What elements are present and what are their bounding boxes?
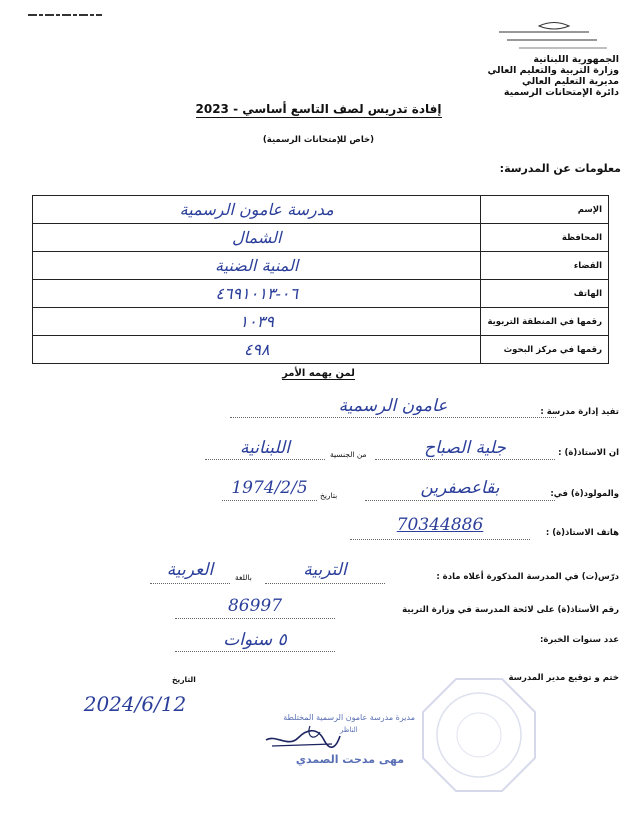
research-number-label: رقمها في مركز البحوث [481, 336, 609, 364]
nationality-line [205, 458, 325, 460]
school-info-table [32, 195, 609, 364]
born-line [365, 499, 555, 501]
teacher-value: جلية الصباح [424, 438, 506, 458]
nationality-value: اللبنانية [240, 438, 290, 458]
language-line [150, 582, 230, 584]
subject-label: درّس(ت) في المدرسة المذكورة أعلاه مادة : [436, 572, 619, 582]
issue-date-label: التاريخ [172, 675, 196, 684]
governorate-value: الشمال [232, 228, 282, 247]
district-label: القضاء [481, 252, 609, 280]
registry-label: رقم الأستاذ(ة) على لائحة المدرسة في وزارة التربية [402, 605, 619, 615]
governorate-label: المحافظة [481, 224, 609, 252]
ministry-header [479, 20, 619, 98]
table-row [33, 308, 609, 336]
subject-value: التربية [303, 560, 347, 580]
experience-line [175, 650, 335, 652]
header-line-4: دائرة الإمتحانات الرسمية [503, 87, 619, 98]
table-row [33, 280, 609, 308]
top-scribble [28, 12, 102, 18]
teacher-label: ان الاستاذ(ة) : [558, 448, 619, 458]
table-row [33, 336, 609, 364]
header-line-1: الجمهورية اللبنانية [533, 54, 619, 65]
district-value: المنية الضنية [215, 256, 299, 275]
nationality-label: من الجنسية [330, 450, 367, 459]
school-admin-value: عامون الرسمية [338, 396, 448, 416]
born-label: والمولود(ة) في: [550, 489, 619, 499]
region-number-label: رقمها في المنطقة التربوية [481, 308, 609, 336]
table-row [33, 196, 609, 224]
born-value: بقاعصفرين [420, 478, 500, 498]
document-title: إفادة تدريس لصف التاسع أساسي - 2023 [195, 102, 442, 116]
school-stamp [420, 676, 538, 794]
phone-label: الهاتف [481, 280, 609, 308]
experience-label: عدد سنوات الخبرة: [539, 635, 619, 645]
header-line-2: وزارة التربية والتعليم العالي [487, 65, 619, 76]
registry-value: 86997 [227, 596, 283, 616]
phone-value: ٠٦-٤٦٩١٠١٣ [215, 284, 299, 303]
birthdate-label: بتاريخ [320, 491, 338, 500]
stamp-signature-label: ختم و توقيع مدير المدرسة [508, 673, 619, 683]
region-number-value: ١٠٣٩ [239, 312, 274, 331]
language-value: العربية [166, 560, 214, 580]
registry-line [175, 617, 335, 619]
school-admin-label: تفيد إدارة مدرسة : [540, 407, 619, 417]
language-label: باللغة [235, 573, 252, 582]
school-admin-line [230, 416, 556, 418]
issue-date-value: 2024/6/12 [83, 692, 187, 716]
table-row [33, 224, 609, 252]
school-name-value: مدرسة عامون الرسمية [179, 200, 334, 219]
document-subtitle: (خاص للإمتحانات الرسمية) [262, 135, 375, 145]
principal-signature [262, 718, 342, 758]
stamp-line-2: الناظر [340, 726, 358, 734]
stamp-line-1: مديرة مدرسة عامون الرسمية المختلطة [283, 713, 415, 722]
teacher-line [375, 458, 555, 460]
teacher-phone-label: هاتف الاستاذ(ة) : [545, 528, 619, 538]
birthdate-line [222, 499, 317, 501]
subject-line [265, 582, 385, 584]
table-row [33, 252, 609, 280]
stamp-name: مهى مدحت الصمدي [295, 753, 405, 766]
school-name-label: الإسم [481, 196, 609, 224]
school-section-title: معلومات عن المدرسة: [499, 162, 621, 175]
teacher-phone-value: 70344886 [396, 515, 484, 535]
teacher-phone-line [350, 538, 530, 540]
experience-value: ٥ سنوات [223, 630, 287, 650]
to-whom-heading: لمن يهمه الأمر [282, 368, 355, 379]
birthdate-value: 1974/2/5 [231, 478, 308, 498]
header-line-3: مديرية التعليم العالي [522, 76, 619, 87]
research-number-value: ٤٩٨ [243, 340, 270, 359]
ministry-logo [479, 20, 619, 54]
